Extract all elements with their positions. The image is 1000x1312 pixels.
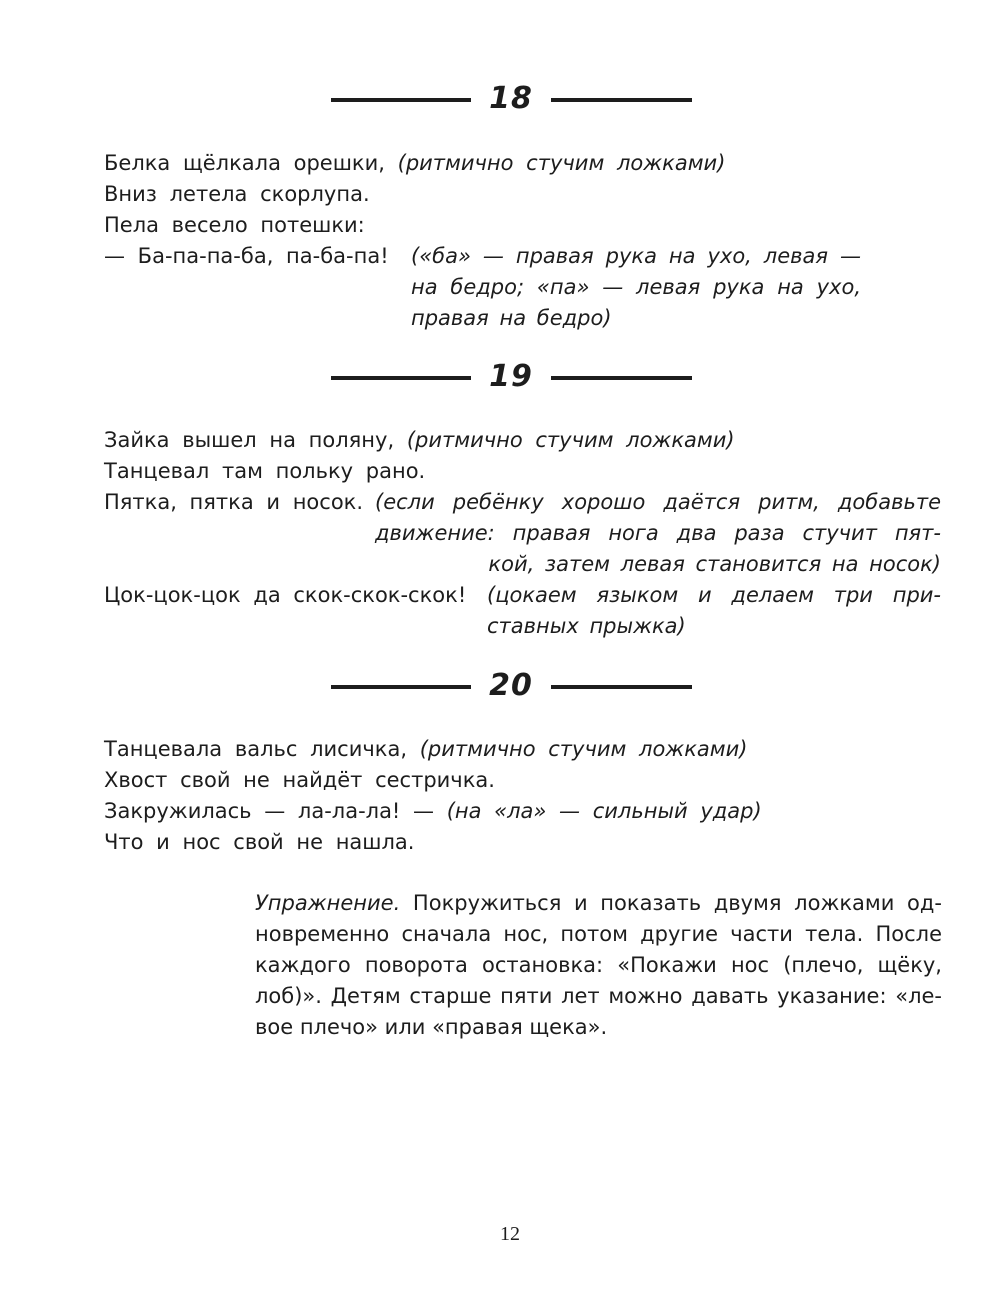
verse-line: Вниз летела скорлупа. (104, 182, 370, 206)
verse-line: Пела весело потешки: (104, 213, 365, 237)
verse-line: — Ба-па-па-ба, па-ба-па! (104, 244, 389, 268)
page-number: 12 (500, 1223, 520, 1245)
movement-instruction: (если ребёнку хорошо даётся ритм, добавьте движение: правая нога два раза стучит пят- кой, затем левая становится на носок) (375, 490, 941, 576)
section-number: 20 (489, 668, 533, 703)
verse-line: Танцевала вальс лисичка, (ритмично стучим ложками) (104, 737, 748, 761)
verse-line: Хвост свой не найдёт сестричка. (104, 768, 495, 792)
verse-line: Танцевал там польку рано. (104, 459, 426, 483)
verse-line: Пятка, пятка и носок. (104, 490, 364, 514)
header-rule-right (551, 98, 692, 102)
verse-hint: (ритмично стучим ложками) (406, 428, 735, 452)
section-18-header (0, 79, 1000, 119)
movement-instruction: (цокаем языком и делаем три при- ставных прыжка) (487, 583, 941, 638)
verse-hint: (ритмично стучим ложками) (397, 151, 726, 175)
verse-hint: (на «ла» — сильный удар) (446, 799, 762, 823)
verse-line: Закружилась — ла-ла-ла! — (на «ла» — сильный удар) (104, 799, 762, 823)
header-rule-right (551, 685, 692, 689)
header-rule-left (331, 685, 471, 689)
section-19-header (0, 357, 1000, 397)
header-rule-left (331, 376, 471, 380)
header-rule-right (551, 376, 692, 380)
verse-line: Что и нос свой не нашла. (104, 830, 415, 854)
header-rule-left (331, 98, 471, 102)
movement-instruction: («ба» — правая рука на ухо, левая — на бедро; «па» — левая рука на ухо, правая на бедро) (411, 244, 861, 330)
exercise-label: Упражнение. (255, 891, 401, 915)
section-20-header (0, 666, 1000, 706)
verse-line: Цок-цок-цок да скок-скок-скок! (104, 583, 467, 607)
verse-hint: (ритмично стучим ложками) (419, 737, 748, 761)
verse-line: Зайка вышел на поляну, (ритмично стучим ложками) (104, 428, 735, 452)
exercise-paragraph: Упражнение. Покружиться и показать двумя ложками од- новременно сначала нос, потом другие части тела. После каждого поворота остановка: «Покажи нос (плечо, щёку, лоб)». Детям старше пяти лет можно давать указание: «ле- вое плечо» или «правая щека». (255, 891, 942, 1039)
section-number: 19 (489, 359, 533, 394)
verse-line: Белка щёлкала орешки, (ритмично стучим ложками) (104, 151, 726, 175)
section-number: 18 (489, 81, 533, 116)
